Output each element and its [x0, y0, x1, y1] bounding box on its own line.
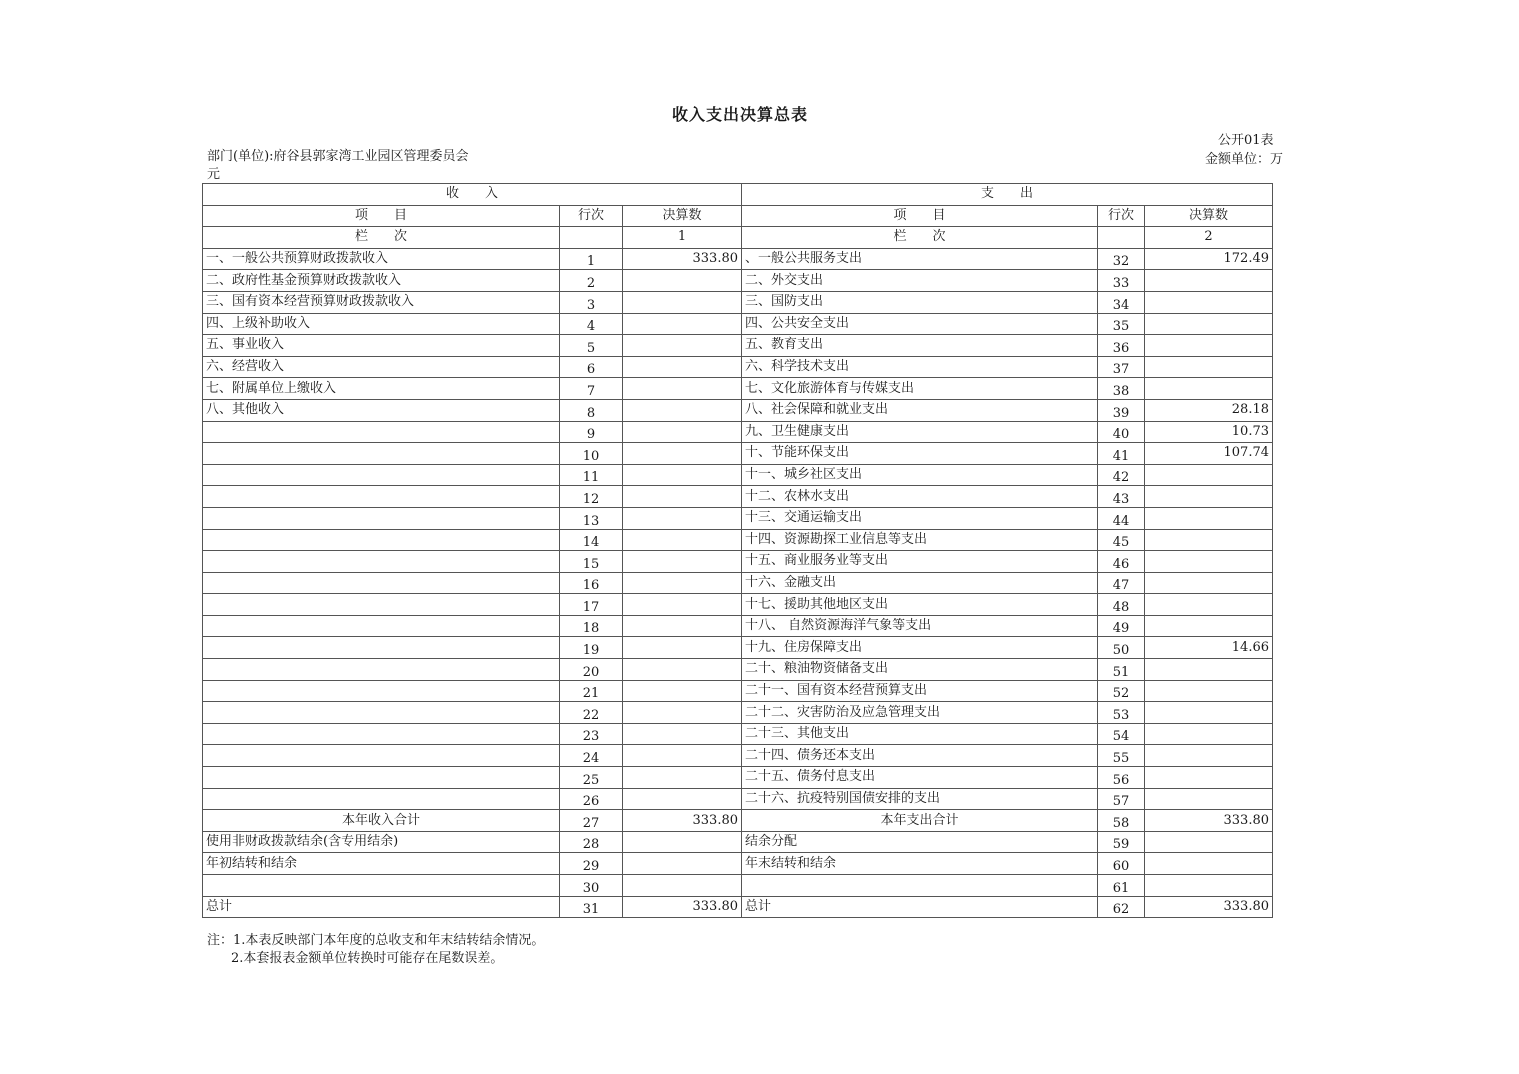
income-row-no: 22 [560, 702, 623, 724]
expense-amount [1145, 615, 1273, 637]
income-row-no: 21 [560, 680, 623, 702]
department-line1: 部门(单位):府谷县郭家湾工业园区管理委员会 [207, 149, 469, 164]
income-row-no: 14 [560, 529, 623, 551]
expense-amount: 14.66 [1145, 637, 1273, 659]
expense-row-no: 51 [1098, 659, 1145, 681]
expense-amount [1145, 680, 1273, 702]
expense-item: 七、文化旅游体育与传媒支出 [742, 378, 1098, 400]
header-row-section [203, 184, 1273, 206]
expense-amount: 172.49 [1145, 248, 1273, 270]
income-row-no: 20 [560, 659, 623, 681]
income-row-no: 17 [560, 594, 623, 616]
expense-amount [1145, 594, 1273, 616]
expense-row-no: 41 [1098, 443, 1145, 465]
expense-row-no: 39 [1098, 399, 1145, 421]
table-row [203, 853, 1273, 875]
income-item [203, 572, 560, 594]
income-row-no: 26 [560, 788, 623, 810]
income-amount [623, 464, 742, 486]
expense-item: 二十四、债务还本支出 [742, 745, 1098, 767]
expense-row-no: 43 [1098, 486, 1145, 508]
table-row [203, 507, 1273, 529]
expense-item: 十一、城乡社区支出 [742, 464, 1098, 486]
income-item [203, 615, 560, 637]
empty-cell [560, 227, 623, 249]
income-amount [623, 875, 742, 897]
table-row [203, 875, 1273, 897]
income-item [203, 723, 560, 745]
income-amount [623, 551, 742, 573]
expense-rowno-header: 行次 [1098, 205, 1145, 227]
expense-amount: 333.80 [1145, 896, 1273, 918]
income-item [203, 745, 560, 767]
income-item [203, 875, 560, 897]
expense-row-no: 44 [1098, 507, 1145, 529]
expense-item: 六、科学技术支出 [742, 356, 1098, 378]
income-item [203, 594, 560, 616]
expense-row-no: 54 [1098, 723, 1145, 745]
income-row-no: 4 [560, 313, 623, 335]
empty-cell [1098, 227, 1145, 249]
income-section-header: 收 入 [203, 184, 742, 206]
year-income-total-label: 本年收入合计 [203, 810, 560, 832]
income-item [203, 767, 560, 789]
income-item [203, 680, 560, 702]
year-expense-total-label: 本年支出合计 [742, 810, 1098, 832]
expense-item [742, 875, 1098, 897]
income-item: 五、事业收入 [203, 335, 560, 357]
expense-section-header: 支 出 [742, 184, 1273, 206]
expense-amount [1145, 767, 1273, 789]
expense-row-no: 40 [1098, 421, 1145, 443]
expense-item: 二十三、其他支出 [742, 723, 1098, 745]
expense-item: 十六、金融支出 [742, 572, 1098, 594]
expense-item: 二、外交支出 [742, 270, 1098, 292]
expense-item: 十七、援助其他地区支出 [742, 594, 1098, 616]
expense-row-no: 42 [1098, 464, 1145, 486]
expense-row-no: 55 [1098, 745, 1145, 767]
income-item [203, 507, 560, 529]
income-item [203, 443, 560, 465]
expense-amount [1145, 875, 1273, 897]
income-amount [623, 745, 742, 767]
form-code: 公开01表 [1218, 133, 1274, 148]
table-row [203, 831, 1273, 853]
income-amount [623, 356, 742, 378]
income-amount [623, 853, 742, 875]
income-item: 七、附属单位上缴收入 [203, 378, 560, 400]
expense-row-no: 32 [1098, 248, 1145, 270]
expense-amount: 107.74 [1145, 443, 1273, 465]
income-amount [623, 723, 742, 745]
income-amount-header: 决算数 [623, 205, 742, 227]
income-item: 三、国有资本经营预算财政拨款收入 [203, 291, 560, 313]
table-row [203, 291, 1273, 313]
year-income-total-no: 27 [560, 810, 623, 832]
expense-item: 五、教育支出 [742, 335, 1098, 357]
expense-amount [1145, 378, 1273, 400]
expense-amount [1145, 745, 1273, 767]
expense-column-label: 栏 次 [742, 227, 1098, 249]
expense-amount [1145, 572, 1273, 594]
income-row-no: 1 [560, 248, 623, 270]
table-row [203, 378, 1273, 400]
income-item [203, 529, 560, 551]
income-row-no: 25 [560, 767, 623, 789]
expense-item: 十四、资源勘探工业信息等支出 [742, 529, 1098, 551]
expense-item: 三、国防支出 [742, 291, 1098, 313]
income-row-no: 30 [560, 875, 623, 897]
table-row [203, 270, 1273, 292]
table-row [203, 637, 1273, 659]
expense-item: 、一般公共服务支出 [742, 248, 1098, 270]
table-row [203, 572, 1273, 594]
expense-amount: 28.18 [1145, 399, 1273, 421]
table-row [203, 356, 1273, 378]
expense-row-no: 34 [1098, 291, 1145, 313]
table-row [203, 313, 1273, 335]
income-item: 六、经营收入 [203, 356, 560, 378]
table-row [203, 659, 1273, 681]
income-row-no: 12 [560, 486, 623, 508]
expense-amount [1145, 335, 1273, 357]
department-line2: 元 [207, 167, 221, 182]
table-row [203, 486, 1273, 508]
header-row-columns [203, 205, 1273, 227]
expense-item: 十九、住房保障支出 [742, 637, 1098, 659]
income-rowno-header: 行次 [560, 205, 623, 227]
income-column-index: 1 [623, 227, 742, 249]
expense-item: 二十一、国有资本经营预算支出 [742, 680, 1098, 702]
notes [207, 932, 544, 968]
expense-item: 二十二、灾害防治及应急管理支出 [742, 702, 1098, 724]
income-amount [623, 831, 742, 853]
table-row [203, 767, 1273, 789]
note-line-2: 2.本套报表金额单位转换时可能存在尾数误差。 [231, 951, 504, 966]
income-amount [623, 507, 742, 529]
income-amount [623, 659, 742, 681]
expense-row-no: 37 [1098, 356, 1145, 378]
expense-amount [1145, 313, 1273, 335]
income-amount [623, 529, 742, 551]
income-row-no: 23 [560, 723, 623, 745]
income-row-no: 3 [560, 291, 623, 313]
table-row [203, 443, 1273, 465]
income-amount [623, 378, 742, 400]
table-row [203, 335, 1273, 357]
expense-item: 八、社会保障和就业支出 [742, 399, 1098, 421]
expense-row-no: 38 [1098, 378, 1145, 400]
income-amount [623, 680, 742, 702]
income-item [203, 551, 560, 573]
expense-item: 二十六、抗疫特别国债安排的支出 [742, 788, 1098, 810]
expense-amount [1145, 507, 1273, 529]
income-item: 年初结转和结余 [203, 853, 560, 875]
income-amount [623, 702, 742, 724]
income-amount [623, 443, 742, 465]
expense-row-no: 45 [1098, 529, 1145, 551]
table-row [203, 464, 1273, 486]
income-row-no: 7 [560, 378, 623, 400]
expense-row-no: 60 [1098, 853, 1145, 875]
expense-amount [1145, 788, 1273, 810]
expense-row-no: 46 [1098, 551, 1145, 573]
income-item: 一、一般公共预算财政拨款收入 [203, 248, 560, 270]
year-expense-total-no: 58 [1098, 810, 1145, 832]
expense-item: 二十、粮油物资储备支出 [742, 659, 1098, 681]
table-row [203, 421, 1273, 443]
expense-amount [1145, 831, 1273, 853]
page-title: 收入支出决算总表 [671, 105, 808, 124]
expense-amount [1145, 529, 1273, 551]
year-income-total-amount: 333.80 [623, 810, 742, 832]
expense-row-no: 52 [1098, 680, 1145, 702]
income-amount [623, 615, 742, 637]
income-item: 使用非财政拨款结余(含专用结余) [203, 831, 560, 853]
expense-amount [1145, 853, 1273, 875]
income-amount [623, 335, 742, 357]
table-row [203, 529, 1273, 551]
table-row [203, 745, 1273, 767]
income-item: 四、上级补助收入 [203, 313, 560, 335]
table-row [203, 702, 1273, 724]
expense-row-no: 33 [1098, 270, 1145, 292]
expense-amount: 10.73 [1145, 421, 1273, 443]
income-item-header: 项 目 [203, 205, 560, 227]
year-total-row [203, 810, 1273, 832]
expense-item-header: 项 目 [742, 205, 1098, 227]
income-row-no: 16 [560, 572, 623, 594]
income-item [203, 464, 560, 486]
table-row [203, 248, 1273, 270]
expense-item: 十五、商业服务业等支出 [742, 551, 1098, 573]
expense-amount [1145, 551, 1273, 573]
expense-row-no: 62 [1098, 896, 1145, 918]
income-row-no: 11 [560, 464, 623, 486]
expense-row-no: 48 [1098, 594, 1145, 616]
table-row [203, 723, 1273, 745]
expense-item: 十二、农林水支出 [742, 486, 1098, 508]
expense-amount [1145, 702, 1273, 724]
income-row-no: 18 [560, 615, 623, 637]
income-amount: 333.80 [623, 248, 742, 270]
expense-amount [1145, 723, 1273, 745]
expense-row-no: 35 [1098, 313, 1145, 335]
expense-item: 结余分配 [742, 831, 1098, 853]
income-amount [623, 767, 742, 789]
expense-row-no: 36 [1098, 335, 1145, 357]
income-amount [623, 399, 742, 421]
expense-item: 十八、 自然资源海洋气象等支出 [742, 615, 1098, 637]
income-amount [623, 594, 742, 616]
expense-item: 十、节能环保支出 [742, 443, 1098, 465]
income-amount [623, 486, 742, 508]
expense-row-no: 50 [1098, 637, 1145, 659]
income-row-no: 5 [560, 335, 623, 357]
income-row-no: 9 [560, 421, 623, 443]
income-item: 总计 [203, 896, 560, 918]
expense-amount [1145, 270, 1273, 292]
income-row-no: 10 [560, 443, 623, 465]
income-column-label: 栏 次 [203, 227, 560, 249]
expense-amount [1145, 291, 1273, 313]
income-row-no: 13 [560, 507, 623, 529]
income-expense-table [202, 183, 1273, 918]
expense-amount [1145, 659, 1273, 681]
table-row [203, 399, 1273, 421]
income-amount [623, 270, 742, 292]
income-row-no: 6 [560, 356, 623, 378]
income-item [203, 421, 560, 443]
department-label [207, 148, 469, 184]
expense-amount [1145, 464, 1273, 486]
income-row-no: 31 [560, 896, 623, 918]
expense-item: 年末结转和结余 [742, 853, 1098, 875]
grand-total-row [203, 896, 1273, 918]
year-expense-total-amount: 333.80 [1145, 810, 1273, 832]
expense-amount-header: 决算数 [1145, 205, 1273, 227]
expense-row-no: 59 [1098, 831, 1145, 853]
income-item: 二、政府性基金预算财政拨款收入 [203, 270, 560, 292]
table-row [203, 788, 1273, 810]
table-row [203, 680, 1273, 702]
income-item [203, 788, 560, 810]
table-row [203, 594, 1273, 616]
income-row-no: 8 [560, 399, 623, 421]
expense-item: 二十五、债务付息支出 [742, 767, 1098, 789]
income-amount [623, 788, 742, 810]
income-amount [623, 313, 742, 335]
expense-amount [1145, 486, 1273, 508]
note-line-1: 注：1.本表反映部门本年度的总收支和年末结转结余情况。 [207, 933, 545, 948]
table-row [203, 615, 1273, 637]
expense-item: 十三、交通运输支出 [742, 507, 1098, 529]
income-item [203, 702, 560, 724]
expense-row-no: 61 [1098, 875, 1145, 897]
income-row-no: 2 [560, 270, 623, 292]
income-amount: 333.80 [623, 896, 742, 918]
income-row-no: 15 [560, 551, 623, 573]
table-row [203, 551, 1273, 573]
expense-row-no: 53 [1098, 702, 1145, 724]
expense-row-no: 56 [1098, 767, 1145, 789]
income-item [203, 637, 560, 659]
income-amount [623, 572, 742, 594]
income-row-no: 28 [560, 831, 623, 853]
expense-row-no: 49 [1098, 615, 1145, 637]
expense-row-no: 47 [1098, 572, 1145, 594]
income-row-no: 24 [560, 745, 623, 767]
income-item [203, 659, 560, 681]
expense-item: 总计 [742, 896, 1098, 918]
expense-row-no: 57 [1098, 788, 1145, 810]
expense-column-index: 2 [1145, 227, 1273, 249]
income-row-no: 19 [560, 637, 623, 659]
income-amount [623, 637, 742, 659]
expense-item: 九、卫生健康支出 [742, 421, 1098, 443]
income-amount [623, 291, 742, 313]
expense-item: 四、公共安全支出 [742, 313, 1098, 335]
income-item [203, 486, 560, 508]
header-row-column-index [203, 227, 1273, 249]
income-item: 八、其他收入 [203, 399, 560, 421]
expense-amount [1145, 356, 1273, 378]
amount-unit: 金额单位：万 [1205, 152, 1284, 167]
income-amount [623, 421, 742, 443]
income-row-no: 29 [560, 853, 623, 875]
